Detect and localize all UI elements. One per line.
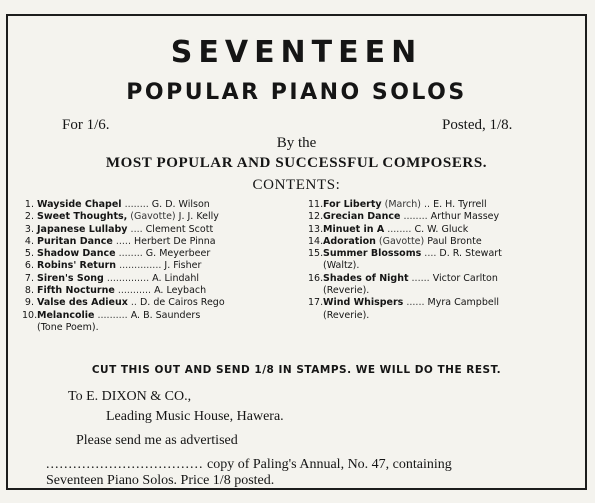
contents-item-number: 8.: [24, 285, 34, 297]
contents-item-composer: G. Meyerbeer: [145, 248, 211, 260]
order-copy-text: copy of Paling's Annual, No. 47, containing: [207, 457, 452, 472]
contents-item: [22, 285, 302, 297]
contents-item-title: Minuet in A: [323, 223, 385, 235]
contents-item: [22, 310, 302, 322]
contents-item-number: 14.: [308, 235, 324, 247]
contents-item-note: (Reverie).: [323, 285, 370, 297]
contents-item-number: 12.: [308, 211, 324, 223]
by-line: By the: [276, 135, 317, 151]
contents-item: [22, 248, 302, 260]
contents-item-composer: D. de Cairos Rego: [139, 297, 225, 309]
composers-heading: MOST POPULAR AND SUCCESSFUL COMPOSERS.: [105, 155, 488, 171]
contents-item-title: Grecian Dance: [323, 211, 401, 223]
contents-item-title: Siren's Song: [37, 272, 104, 284]
contents-item-title: Shadow Dance: [37, 248, 116, 260]
contents-list-left: [22, 199, 302, 334]
contents-item-composer: Myra Campbell: [427, 297, 499, 309]
contents-item-filler: ....: [424, 248, 437, 260]
contents-item-title: Adoration: [323, 235, 376, 247]
contents-item-number: 3.: [24, 223, 34, 235]
contents-item-composer: A. Leybach: [154, 285, 207, 297]
contents-item-filler: ....: [130, 223, 143, 235]
price-posted: Posted, 1/8.: [442, 117, 513, 133]
contents-item: [308, 297, 576, 309]
contents-item-filler: ........: [403, 211, 428, 223]
contents-item: [22, 224, 302, 236]
contents-item-filler: ...........: [117, 285, 152, 297]
contents-item-note: (Waltz).: [323, 260, 360, 272]
contents-item-number: 9.: [24, 297, 34, 309]
contents-item-number: 4.: [24, 235, 34, 247]
contents-item-composer: Clement Scott: [145, 223, 214, 235]
contents-item-number: 15.: [308, 248, 324, 260]
contents-item: [308, 224, 576, 236]
order-blank-dots: ...................................: [46, 457, 204, 472]
contents-item-composer: C. W. Gluck: [414, 223, 469, 235]
contents-item: [22, 273, 302, 285]
order-solos-line: Seventeen Piano Solos. Price 1/8 posted.: [46, 473, 275, 488]
address-shop: Leading Music House, Hawera.: [106, 409, 284, 424]
order-request: Please send me as advertised: [76, 433, 238, 448]
contents-item-number: 1.: [24, 199, 34, 210]
contents-item-title: Wind Whispers: [323, 297, 404, 309]
contents-item: [22, 260, 302, 272]
advertisement-box: [6, 14, 587, 490]
cut-out-instruction: CUT THIS OUT AND SEND 1/8 IN STAMPS. WE WILL DO THE REST.: [91, 364, 502, 376]
contents-item-title: Summer Blossoms: [323, 248, 422, 260]
contents-item-filler: (March) ..: [384, 199, 431, 210]
contents-item: [22, 236, 302, 248]
contents-item-number: 17.: [308, 297, 324, 309]
contents-item-composer: Victor Carlton: [432, 272, 498, 284]
contents-item-composer: Herbert De Pinna: [134, 235, 216, 247]
contents-item-filler: (Gavotte): [130, 211, 176, 223]
contents-item: [308, 236, 576, 248]
contents-item-filler: ........: [118, 248, 143, 260]
contents-item-composer: Arthur Massey: [430, 211, 500, 223]
contents-item: [22, 199, 302, 211]
contents-item-number: 16.: [308, 272, 324, 284]
contents-item-composer: J. J. Kelly: [178, 211, 219, 223]
contents-item-title: Puritan Dance: [37, 235, 113, 247]
order-copy-line: [46, 456, 452, 473]
address-recipient: To E. DIXON & CO.,: [68, 389, 192, 404]
contents-item-title: Wayside Chapel: [37, 199, 122, 210]
contents-item-title: Fifth Nocturne: [37, 285, 115, 297]
ad-subtitle: POPULAR PIANO SOLOS: [126, 80, 467, 105]
contents-item-filler: ..............: [119, 260, 162, 272]
contents-item-composer: A. B. Saunders: [130, 309, 201, 321]
contents-item-title: Sweet Thoughts,: [37, 211, 128, 223]
contents-item-filler: ..: [130, 297, 137, 309]
contents-item-filler: ......: [406, 297, 425, 309]
contents-item-filler: ..............: [106, 272, 150, 284]
contents-item-filler: .....: [115, 235, 131, 247]
contents-item: [308, 211, 576, 223]
contents-item-composer: D. R. Stewart: [439, 248, 502, 260]
contents-list-right: [308, 199, 576, 322]
contents-item-number: 2.: [24, 211, 34, 223]
contents-item-filler: ........: [124, 199, 149, 210]
contents-item-number: 7.: [24, 272, 34, 284]
contents-item-number: 5.: [24, 248, 34, 260]
contents-item-number: 6.: [24, 260, 34, 272]
contents-item-filler: (Gavotte): [378, 235, 425, 247]
contents-item-composer: E. H. Tyrrell: [433, 199, 487, 210]
contents-item-number: 13.: [308, 223, 324, 235]
contents-item-title: Melancolie: [37, 309, 95, 321]
contents-item-title: Shades of Night: [323, 272, 409, 284]
contents-item-composer: Paul Bronte: [427, 235, 482, 247]
contents-item: [22, 297, 302, 309]
contents-item-filler: ......: [411, 272, 430, 284]
contents-item: [308, 273, 576, 285]
contents-item-composer: G. D. Wilson: [151, 199, 210, 210]
contents-item-composer: J. Fisher: [164, 260, 202, 272]
contents-heading: CONTENTS:: [252, 177, 341, 193]
contents-item-note: (Tone Poem).: [37, 321, 99, 333]
contents-item: [22, 211, 302, 223]
contents-item-number: 10.: [22, 309, 38, 321]
contents-item-composer: A. Lindahl: [152, 272, 199, 284]
contents-item-title: For Liberty: [323, 199, 382, 210]
contents-item-filler: ..........: [97, 309, 128, 321]
contents-item: [308, 199, 576, 211]
contents-item-title: Japanese Lullaby: [37, 223, 128, 235]
contents-item-title: Robins' Return: [37, 260, 117, 272]
price-shop: For 1/6.: [62, 117, 110, 133]
contents-item-filler: ........: [387, 223, 412, 235]
contents-item-title: Valse des Adieux: [37, 297, 128, 309]
contents-item-note: (Reverie).: [323, 309, 370, 321]
contents-item: [308, 248, 576, 260]
ad-title: SEVENTEEN: [170, 35, 423, 70]
contents-item-number: 11.: [308, 199, 324, 210]
